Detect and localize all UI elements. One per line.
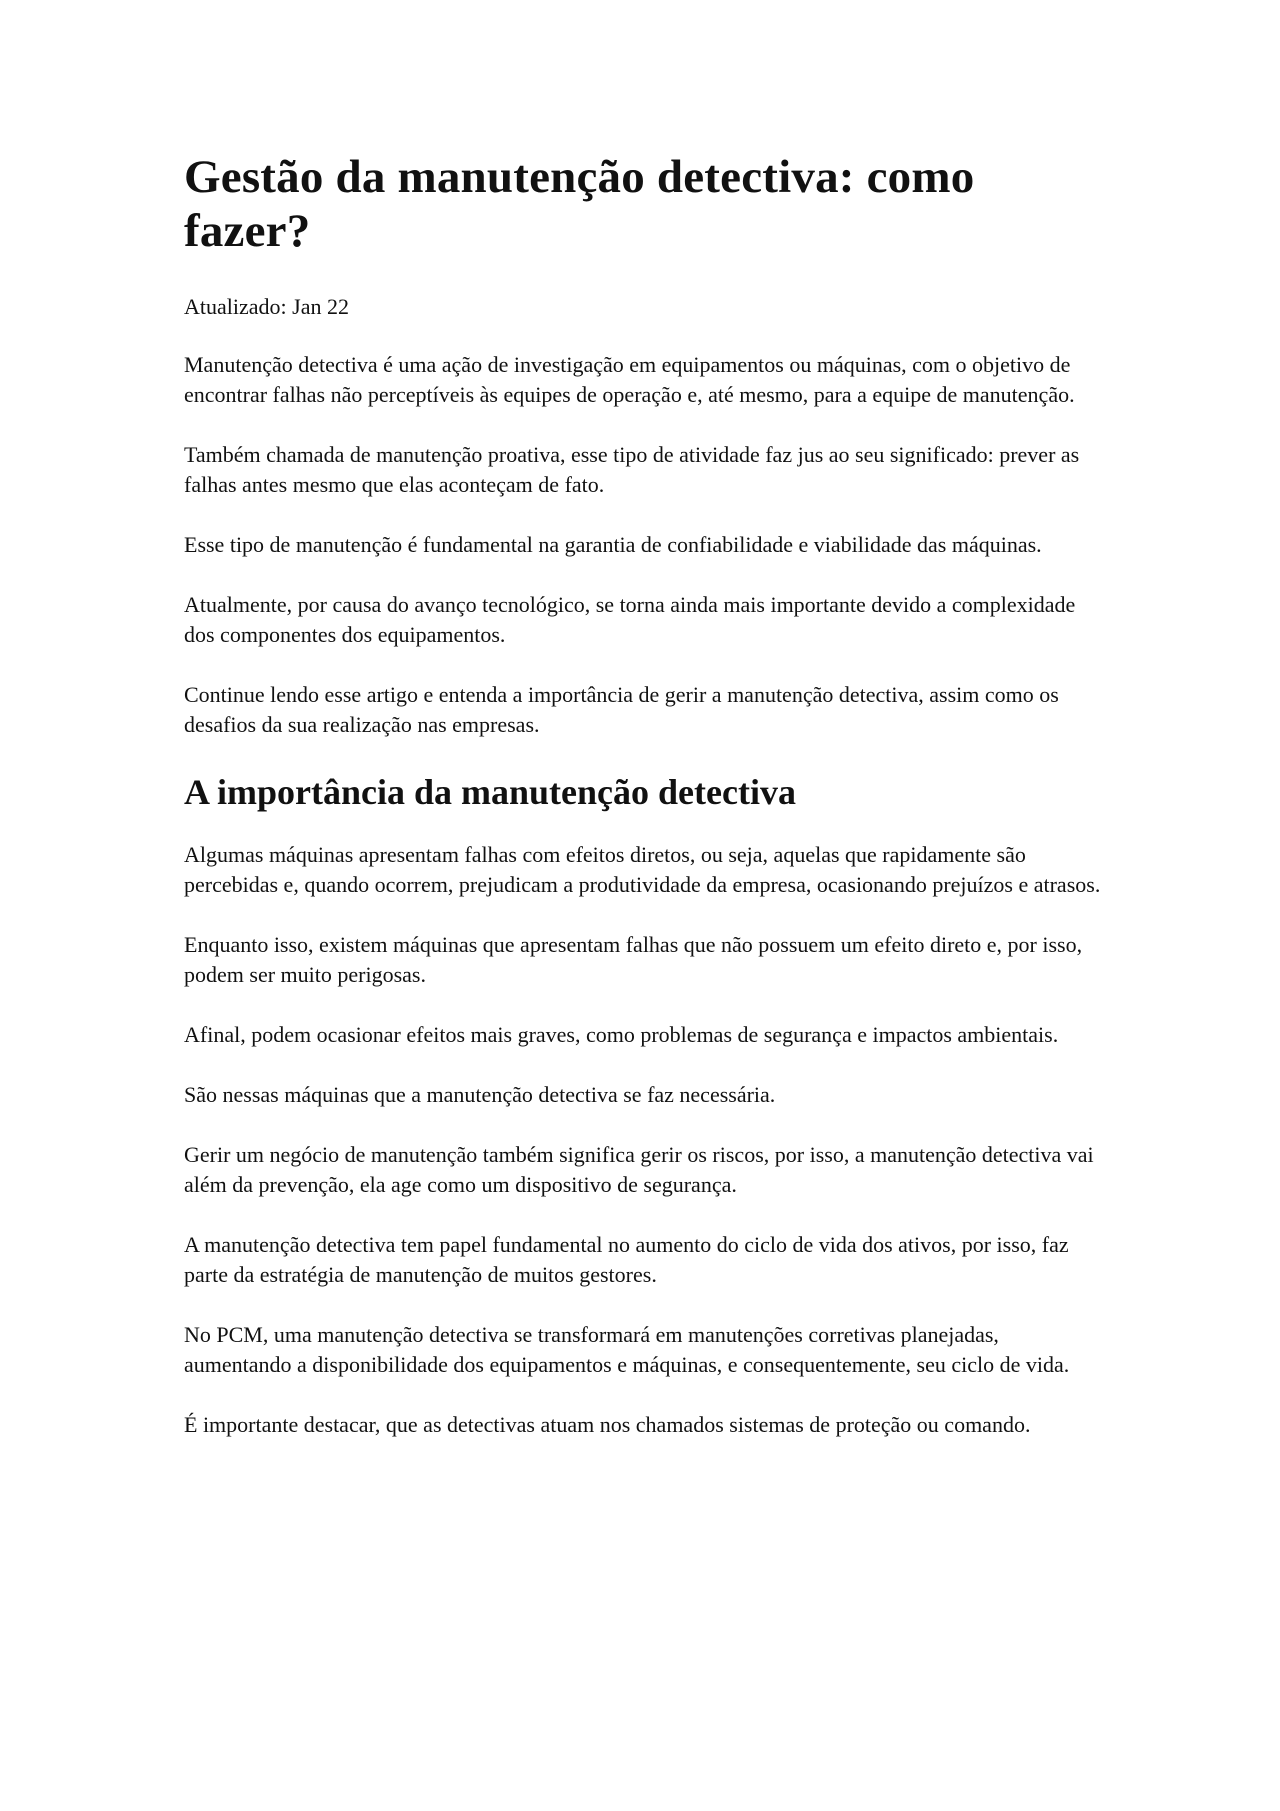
intro-paragraph-3: Esse tipo de manutenção é fundamental na garantia de confiabilidade e viabilidade das máquinas. xyxy=(184,532,1042,557)
intro-paragraph-4: Atualmente, por causa do avanço tecnológico, se torna ainda mais importante devido a complexidade dos componentes dos equipamentos. xyxy=(184,592,1076,647)
article-title: Gestão da manutenção detectiva: como fazer? xyxy=(184,151,975,257)
section-paragraph-8: É importante destacar, que as detectivas atuam nos chamados sistemas de proteção ou comando. xyxy=(184,1412,1031,1437)
intro-paragraph-1: Manutenção detectiva é uma ação de investigação em equipamentos ou máquinas, com o objetivo de encontrar falhas não perceptíveis às equipes de operação e, até mesmo, para a equipe de manutenção. xyxy=(184,352,1075,407)
section-heading: A importância da manutenção detectiva xyxy=(184,772,796,812)
section-paragraph-2: Enquanto isso, existem máquinas que apresentam falhas que não possuem um efeito direto e, por isso, podem ser muito perigosas. xyxy=(184,932,1083,987)
section-paragraph-3: Afinal, podem ocasionar efeitos mais graves, como problemas de segurança e impactos ambientais. xyxy=(184,1022,1059,1047)
intro-paragraph-2: Também chamada de manutenção proativa, esse tipo de atividade faz jus ao seu significado: prever as falhas antes mesmo que elas aconteçam de fato. xyxy=(184,442,1080,497)
section-paragraph-4: São nessas máquinas que a manutenção detectiva se faz necessária. xyxy=(184,1082,776,1107)
section-paragraph-1: Algumas máquinas apresentam falhas com efeitos diretos, ou seja, aquelas que rapidamente são percebidas e, quando ocorrem, prejudicam a produtividade da empresa, ocasionando prejuízos e atrasos. xyxy=(184,842,1101,897)
section-paragraph-6: A manutenção detectiva tem papel fundamental no aumento do ciclo de vida dos ativos, por isso, faz parte da estratégia de manutenção de muitos gestores. xyxy=(184,1232,1069,1287)
intro-paragraph-5: Continue lendo esse artigo e entenda a importância de gerir a manutenção detectiva, assim como os desafios da sua realização nas empresas. xyxy=(184,682,1059,737)
article xyxy=(184,150,1104,1470)
updated-date: Atualizado: Jan 22 xyxy=(184,294,349,319)
section-paragraph-7: No PCM, uma manutenção detectiva se transformará em manutenções corretivas planejadas, aumentando a disponibilidade dos equipamentos e máquinas, e consequentemente, seu ciclo de vida. xyxy=(184,1322,1070,1377)
section-paragraph-5: Gerir um negócio de manutenção também significa gerir os riscos, por isso, a manutenção detectiva vai além da prevenção, ela age como um dispositivo de segurança. xyxy=(184,1142,1094,1197)
